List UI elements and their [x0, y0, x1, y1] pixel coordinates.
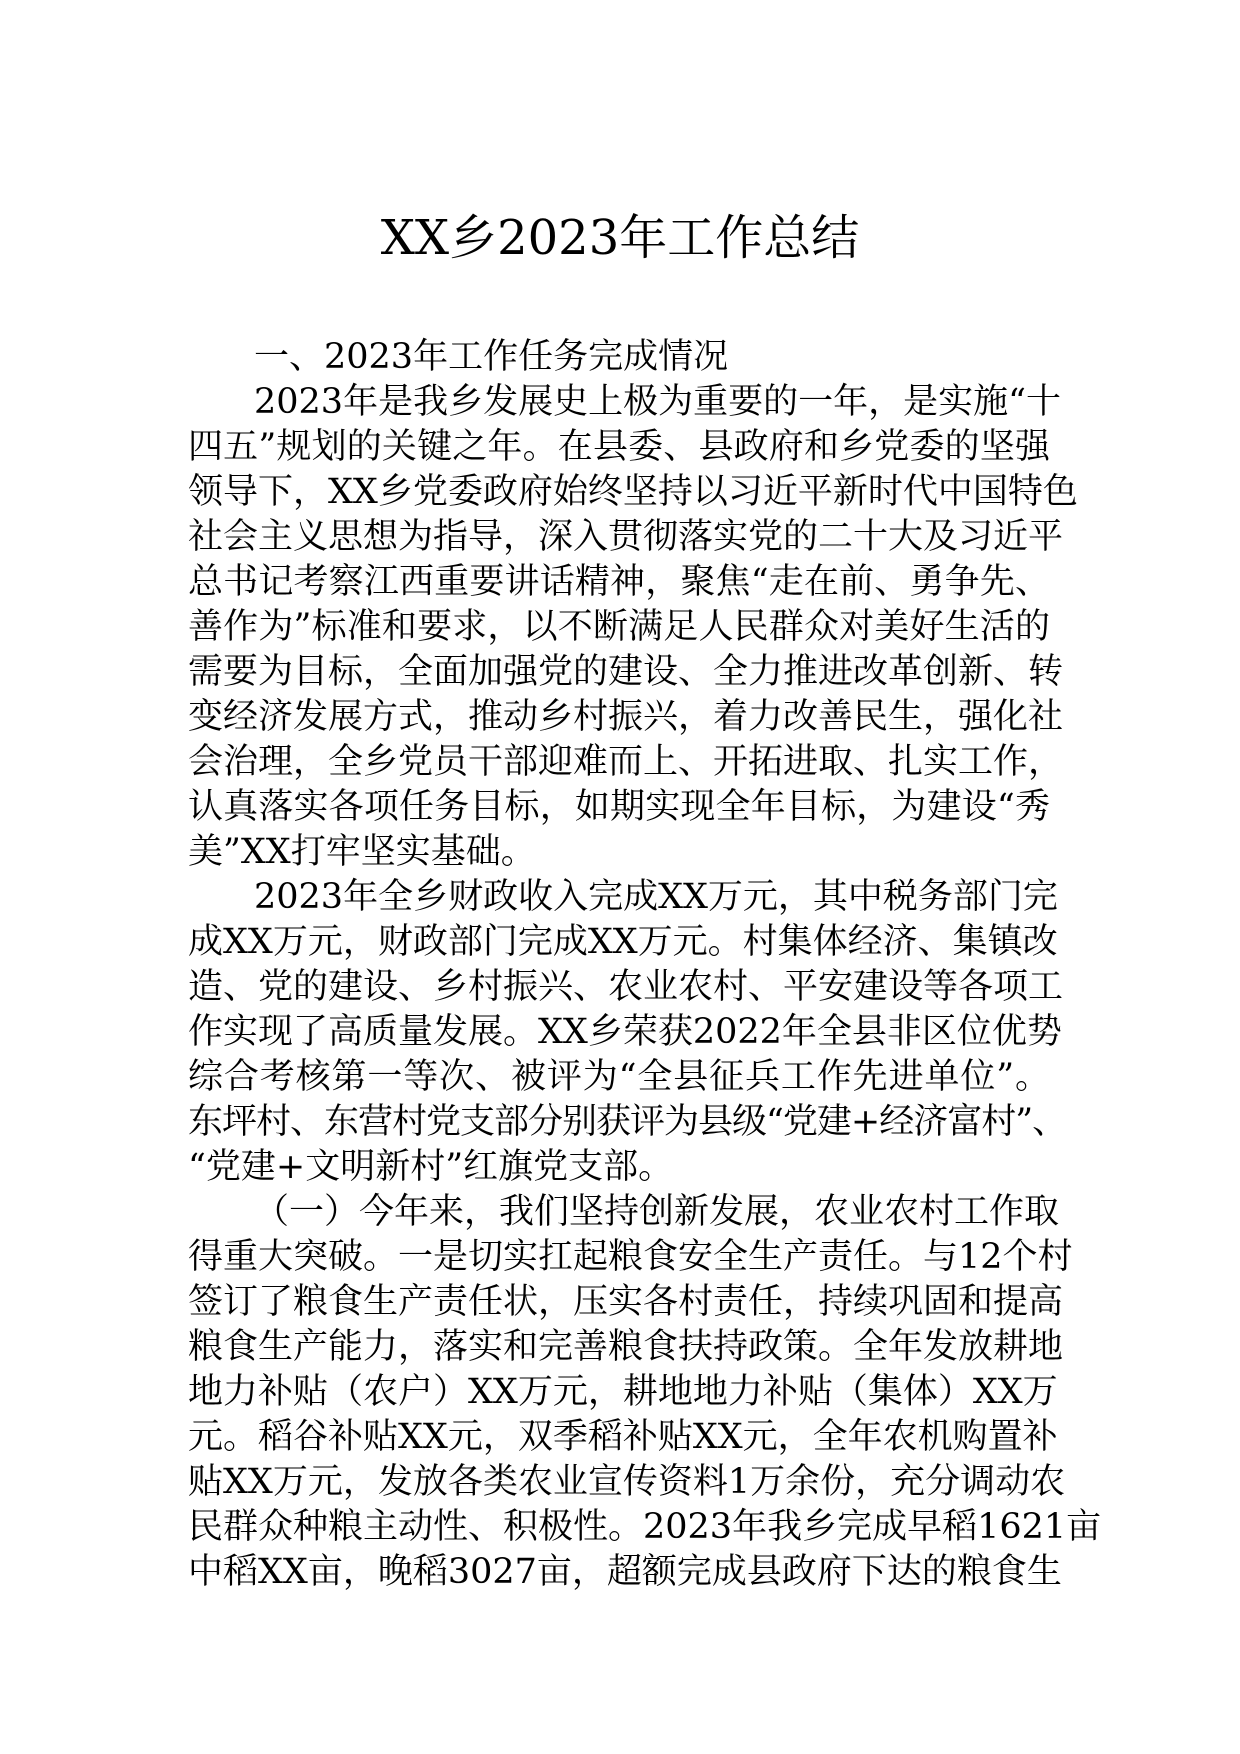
paragraph-2-line: 成XX万元，财政部门完成XX万元。村集体经济、集镇改: [188, 922, 1058, 962]
paragraph-1-line: 总书记考察江西重要讲话精神，聚焦“走在前、勇争先、: [188, 562, 1050, 602]
paragraph-1-line: 善作为”标准和要求，以不断满足人民群众对美好生活的: [188, 607, 1050, 647]
paragraph-2-line: 东坪村、东营村党支部分别获评为县级“党建+经济富村”、: [188, 1102, 1067, 1142]
paragraph-1-line: 领导下，XX乡党委政府始终坚持以习近平新时代中国特色: [188, 472, 1078, 512]
paragraph-3-line: 得重大突破。一是切实扛起粮食安全生产责任。与12个村: [188, 1237, 1073, 1277]
paragraph-1-line: 变经济发展方式，推动乡村振兴，着力改善民生，强化社: [188, 697, 1064, 737]
paragraph-1-line: 会治理，全乡党员干部迎难而上、开拓进取、扎实工作，: [188, 742, 1064, 782]
paragraph-3-line: 粮食生产能力，落实和完善粮食扶持政策。全年发放耕地: [188, 1327, 1064, 1367]
paragraph-1-line: 社会主义思想为指导，深入贯彻落实党的二十大及习近平: [188, 517, 1064, 557]
paragraph-3-line: 签订了粮食生产责任状，压实各村责任，持续巩固和提高: [188, 1282, 1064, 1322]
paragraph-2-line: “党建+文明新村”红旗党支部。: [188, 1147, 674, 1187]
paragraph-3-line: 民群众种粮主动性、积极性。2023年我乡完成早稻1621亩: [188, 1507, 1102, 1547]
paragraph-1-line: 四五”规划的关键之年。在县委、县政府和乡党委的坚强: [188, 427, 1050, 467]
paragraph-3-line: 中稻XX亩，晚稻3027亩，超额完成县政府下达的粮食生: [188, 1552, 1062, 1592]
paragraph-2-line: 综合考核第一等次、被评为“全县征兵工作先进单位”。: [188, 1057, 1050, 1097]
paragraph-2-line: 2023年全乡财政收入完成XX万元，其中税务部门完: [254, 877, 1058, 917]
paragraph-1-line: 美”XX打牢坚实基础。: [188, 832, 536, 872]
paragraph-3-line: 贴XX万元，发放各类农业宣传资料1万余份，充分调动农: [188, 1462, 1066, 1502]
paragraph-3-line: 地力补贴（农户）XX万元，耕地地力补贴（集体）XX万: [188, 1372, 1058, 1412]
paragraph-3-line: 元。稻谷补贴XX元，双季稻补贴XX元，全年农机购置补: [188, 1417, 1058, 1457]
paragraph-1-line: 需要为目标，全面加强党的建设、全力推进改革创新、转: [188, 652, 1064, 692]
paragraph-1-line: 2023年是我乡发展史上极为重要的一年，是实施“十: [254, 382, 1061, 422]
document-title: XX乡2023年工作总结: [380, 210, 860, 266]
paragraph-3-line: （一）今年来，我们坚持创新发展，农业农村工作取: [254, 1192, 1060, 1232]
section-heading: 一、2023年工作任务完成情况: [254, 337, 729, 377]
paragraph-1-line: 认真落实各项任务目标，如期实现全年目标，为建设“秀: [188, 787, 1050, 827]
paragraph-2-line: 造、党的建设、乡村振兴、农业农村、平安建设等各项工: [188, 967, 1064, 1007]
document-body: [188, 335, 1102, 1595]
paragraph-2-line: 作实现了高质量发展。XX乡荣获2022年全县非区位优势: [188, 1012, 1062, 1052]
